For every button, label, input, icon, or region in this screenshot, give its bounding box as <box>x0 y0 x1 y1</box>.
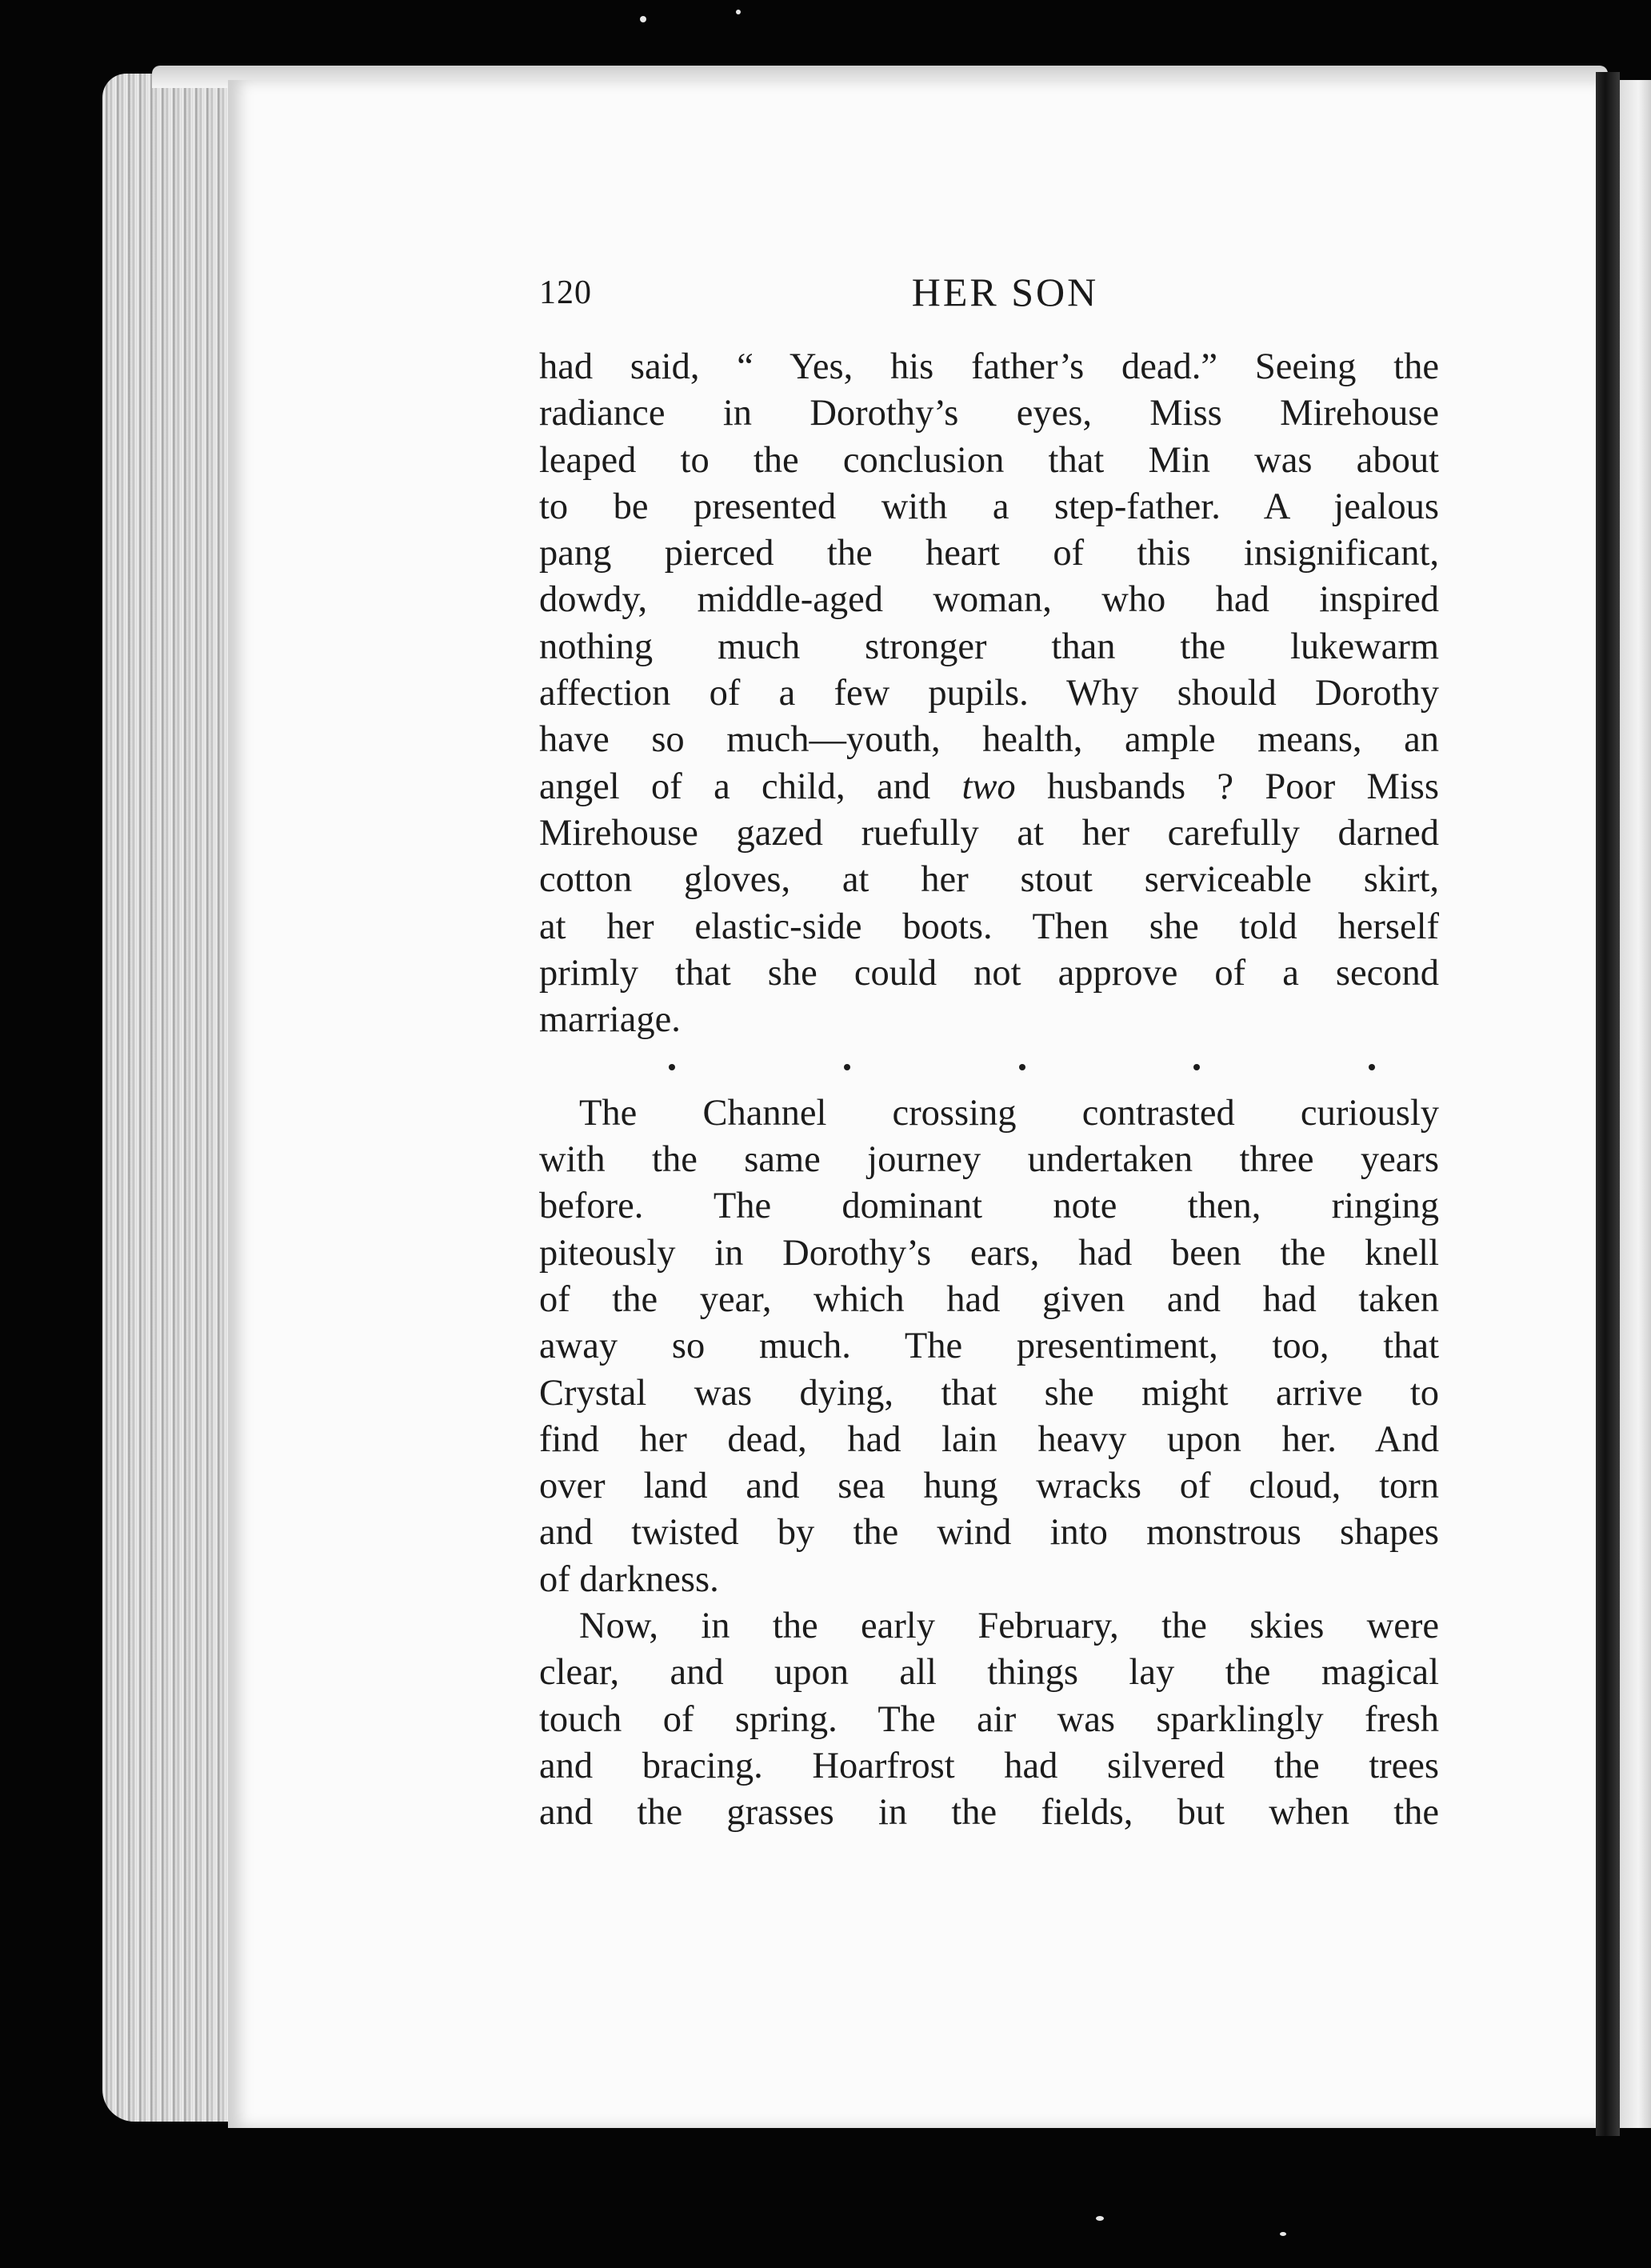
text-line: before. The dominant note then, ringing <box>539 1186 1439 1227</box>
page-stack-edge <box>102 74 238 2122</box>
text-line: of darkness. <box>539 1558 719 1600</box>
text-line: primly that she could not approve of a second <box>539 952 1439 994</box>
italic-word: two <box>961 766 1016 807</box>
section-break <box>539 1043 1439 1090</box>
section-break-dot <box>1019 1064 1025 1070</box>
text-line: The Channel crossing contrasted curiously <box>579 1092 1439 1134</box>
text-line: Crystal was dying, that she might arrive to <box>539 1372 1439 1414</box>
binding-gutter <box>1596 72 1620 2136</box>
text-line: to be presented with a step-father. A jealous <box>539 486 1439 527</box>
text-line: affection of a few pupils. Why should Dorothy <box>539 673 1439 714</box>
scan-speck <box>1096 2216 1104 2221</box>
text-line: and twisted by the wind into monstrous shapes <box>539 1512 1439 1554</box>
section-break-dot <box>669 1064 675 1070</box>
text-line: Now, in the early February, the skies were <box>579 1606 1439 1647</box>
section-break-dot <box>844 1064 850 1070</box>
text-line: find her dead, had lain heavy upon her. And <box>539 1418 1439 1460</box>
text-line: at her elastic-side boots. Then she told herself <box>539 906 1439 947</box>
page-number: 120 <box>539 274 592 311</box>
text-line: piteously in Dorothy’s ears, had been the knell <box>539 1232 1439 1274</box>
text-line: over land and sea hung wracks of cloud, torn <box>539 1466 1439 1507</box>
body-text <box>539 344 1439 1837</box>
text-line: touch of spring. The air was sparklingly fresh <box>539 1698 1439 1740</box>
text-line: and the grasses in the fields, but when the <box>539 1792 1439 1834</box>
text-line: had said, “ Yes, his father’s dead.” Seeing the <box>539 346 1439 387</box>
text-line: radiance in Dorothy’s eyes, Miss Mirehouse <box>539 393 1439 434</box>
text-line: pang pierced the heart of this insignificant, <box>539 533 1439 574</box>
text-run: angel of a child, and <box>539 766 962 807</box>
text-line: with the same journey undertaken three years <box>539 1139 1439 1181</box>
text-line: cotton gloves, at her stout serviceable skirt, <box>539 859 1439 901</box>
section-break-dot <box>1369 1064 1375 1070</box>
text-line: and bracing. Hoarfrost had silvered the trees <box>539 1745 1439 1786</box>
text-line: leaped to the conclusion that Min was about <box>539 439 1439 481</box>
text-line: dowdy, middle-aged woman, who had inspired <box>539 579 1439 621</box>
facing-page-edge <box>1620 80 1651 2128</box>
text-line-with-italic <box>539 764 1439 810</box>
scan-speck <box>640 16 646 22</box>
text-line: away so much. The presentiment, too, that <box>539 1326 1439 1367</box>
scan-speck <box>736 10 741 14</box>
text-run: husbands ? Poor Miss <box>1015 766 1439 807</box>
scan-speck <box>1280 2232 1286 2236</box>
page-header <box>539 269 1439 317</box>
text-line: of the year, which had given and had taken <box>539 1278 1439 1320</box>
text-line: Mirehouse gazed ruefully at her carefully darned <box>539 812 1439 854</box>
section-break-dot <box>1193 1064 1200 1070</box>
text-line: have so much—youth, health, ample means, an <box>539 719 1439 761</box>
running-head: HER SON <box>911 270 1099 314</box>
text-line: nothing much stronger than the lukewarm <box>539 626 1439 667</box>
text-line: marriage. <box>539 999 681 1041</box>
text-line: clear, and upon all things lay the magical <box>539 1652 1439 1694</box>
